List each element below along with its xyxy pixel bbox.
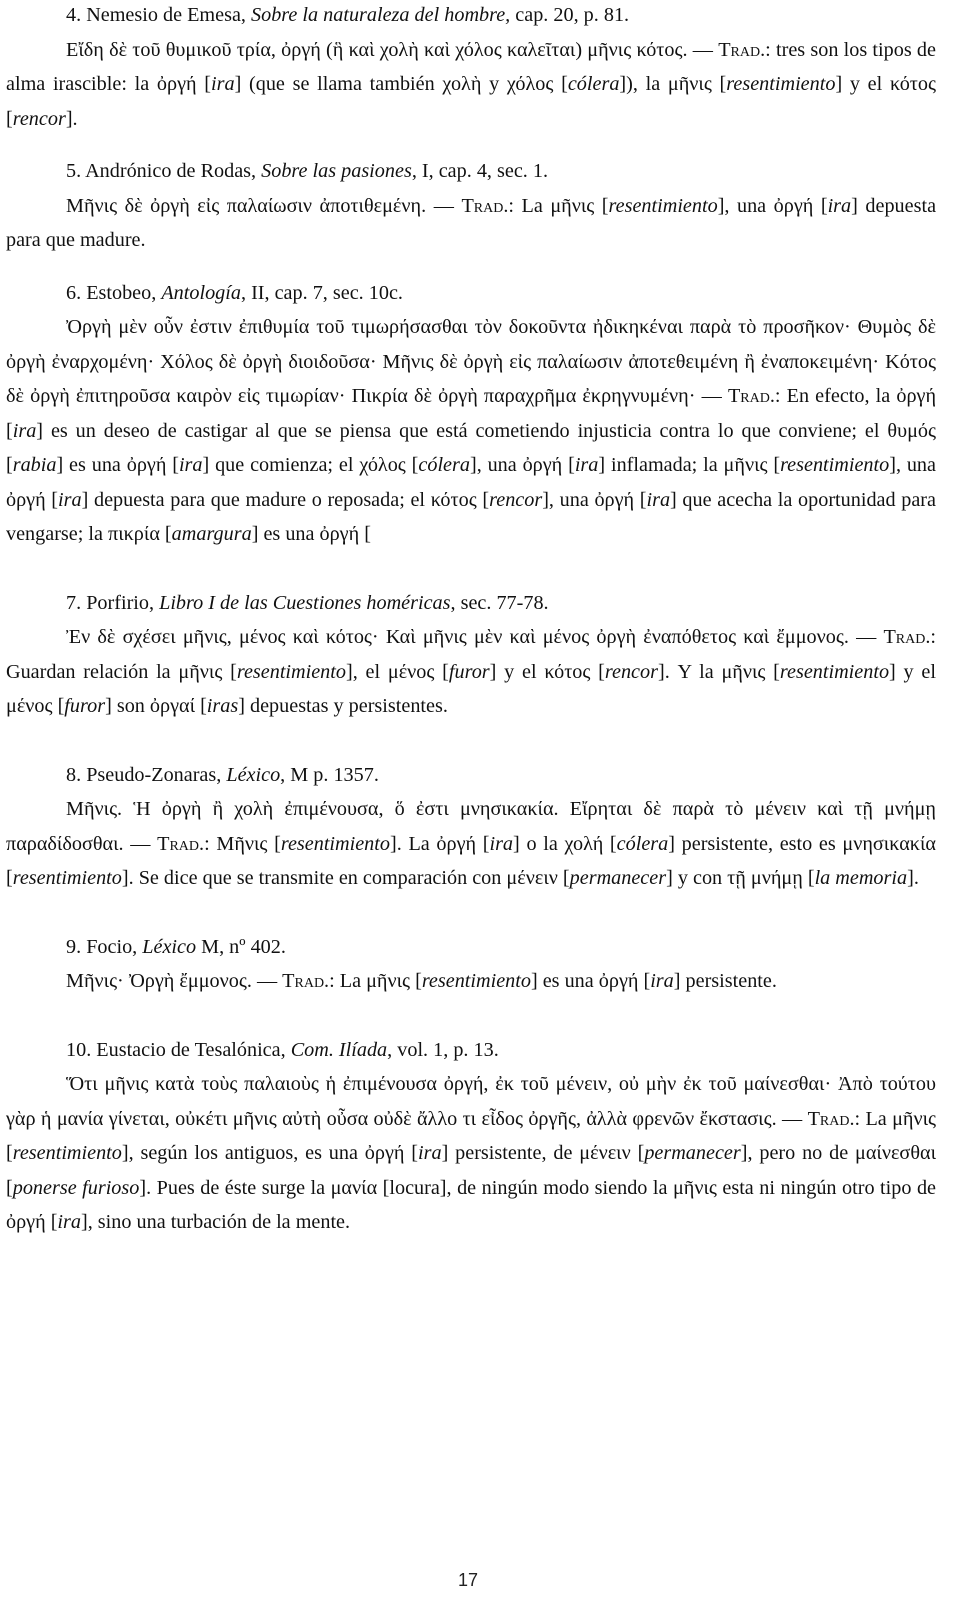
translation-text: ] persistente, de μένειν [ <box>441 1142 645 1164</box>
work-title: Sobre las pasiones <box>261 160 412 182</box>
work-title: Com. Ilíada <box>290 1038 388 1061</box>
translation-text: : La μῆνις [ <box>6 1107 937 1164</box>
citation-heading <box>6 276 936 311</box>
translation-text: ], una ὀργή [ <box>542 488 647 511</box>
translation-gloss: ira <box>827 194 852 217</box>
citation-6 <box>6 276 936 552</box>
citation-body <box>6 310 936 552</box>
trad-label: Trad. <box>727 385 775 407</box>
translation-text: ]. <box>65 107 78 130</box>
translation-gloss: ira <box>574 454 599 476</box>
translation-text: ] persistente. <box>673 970 777 992</box>
translation-gloss: rencor <box>12 107 66 130</box>
translation-gloss: permanecer <box>644 1142 741 1164</box>
translation-gloss: rabia <box>12 454 57 476</box>
citation-body <box>6 620 936 724</box>
work-title: Antología <box>161 281 241 304</box>
citation-body <box>6 1067 936 1240</box>
citation-number: 6. <box>66 281 82 304</box>
dash: — <box>130 832 151 855</box>
translation-text: ], el μένος [ <box>345 660 449 683</box>
work-title: Léxico <box>226 763 281 786</box>
citation-body <box>6 964 936 999</box>
dash: — <box>433 194 454 217</box>
author: Estobeo, <box>86 281 157 304</box>
translation-text: : Guardan relación la μῆνις [ <box>6 626 937 683</box>
work-title: Libro I de las Cuestiones homéricas <box>159 591 451 614</box>
translation-text: ] depuestas y persistentes. <box>238 695 448 717</box>
translation-gloss: furor <box>448 660 490 683</box>
work-title: Sobre la naturaleza del hombre, <box>251 4 511 26</box>
translation-text: ] y el κότος [ <box>6 73 936 130</box>
dash: — <box>701 385 722 407</box>
translation-gloss: la memoria <box>814 867 908 889</box>
greek-text: Εἴδη δὲ τοῦ θυμικοῦ τρία, ὀργή (ἣ καὶ χολὴ καὶ χόλος καλεῖται) μῆνις κότος. <box>66 38 688 61</box>
translation-gloss: permanecer <box>569 867 667 889</box>
citation-heading <box>6 758 936 793</box>
translation-text: ] o la χολή [ <box>513 832 617 855</box>
translation-gloss: resentimiento <box>12 867 122 889</box>
translation-text: ] depuesta para que madure. <box>6 194 937 251</box>
translation-text: ], una ὀργή [ <box>717 194 828 217</box>
trad-label: Trad. <box>883 626 931 648</box>
translation-gloss: ira <box>12 419 37 442</box>
translation-text: ]. Pues de éste surge la μανία [locura], de ningún modo siendo la μῆνις esta ni ningún otro tipo de ὀργή [ <box>6 1176 936 1233</box>
author: Eustacio de Tesalónica, <box>96 1038 286 1061</box>
translation-gloss: ira <box>57 1211 81 1233</box>
translation-gloss: ira <box>646 488 671 511</box>
translation-gloss: resentimiento <box>608 194 718 217</box>
citation-8 <box>6 758 936 896</box>
translation-gloss: amargura <box>171 523 252 545</box>
reference: , I, cap. 4, sec. 1. <box>411 160 549 182</box>
translation-gloss: resentimiento <box>280 832 390 855</box>
translation-gloss: resentimiento <box>236 660 346 683</box>
translation-gloss: iras <box>206 695 239 717</box>
translation-text: ]. <box>907 867 919 889</box>
translation-text: ] y con τῇ μνήμῃ [ <box>666 867 815 889</box>
translation-text: ] (que se llama también χολὴ y χόλος [ <box>234 73 568 95</box>
translation-text: ] que comienza; el χόλος [ <box>202 454 419 476</box>
translation-gloss: ira <box>178 454 203 476</box>
citation-4 <box>6 0 936 136</box>
translation-gloss: resentimiento <box>780 454 890 476</box>
author: Nemesio de Emesa, <box>86 4 246 26</box>
translation-gloss: cólera <box>616 832 669 855</box>
translation-text: ]. La ὀργή [ <box>389 832 490 855</box>
translation-text: : tres son los tipos de alma irascible: la ὀργή [ <box>6 38 936 95</box>
trad-label: Trad. <box>461 194 509 217</box>
translation-text: ]. Y la μῆνις [ <box>657 660 780 683</box>
translation-text: ] y el κότος [ <box>489 660 605 683</box>
author: Andrónico de Rodas, <box>85 160 257 182</box>
trad-label: Trad. <box>718 38 766 61</box>
translation-text: ] son ὀργαί [ <box>105 695 207 717</box>
citation-heading <box>6 154 936 189</box>
reference: cap. 20, p. 81. <box>515 4 630 26</box>
citation-7 <box>6 586 936 724</box>
reference: , M p. 1357. <box>280 763 379 786</box>
translation-gloss: ponerse furioso <box>12 1176 140 1199</box>
translation-gloss: ira <box>489 832 514 855</box>
translation-text: ], una ὀργή [ <box>6 454 936 511</box>
translation-text: ]. Se dice que se transmite en comparación con μένειν [ <box>121 867 570 889</box>
dash: — <box>856 626 877 648</box>
greek-text: Μῆνις δὲ ὀργὴ εἰς παλαίωσιν ἀποτιθεμένη. <box>66 194 427 217</box>
dash: — <box>782 1107 803 1130</box>
citation-heading <box>6 930 936 965</box>
translation-text: ] es un deseo de castigar al que se piensa que está cometiendo injusticia contra lo que conviene; el θυμός [ <box>6 419 936 476</box>
citation-heading <box>6 1033 936 1068</box>
citation-10 <box>6 1033 936 1240</box>
translation-gloss: ira <box>650 970 674 992</box>
citation-number: 9. <box>66 935 82 958</box>
translation-text: ]), la μῆνις [ <box>619 73 727 95</box>
translation-text: : La μῆνις [ <box>508 194 609 217</box>
translation-gloss: resentimiento <box>779 660 890 683</box>
citation-number: 4. <box>66 4 82 26</box>
translation-gloss: resentimiento <box>421 970 531 992</box>
trad-label: Trad. <box>807 1107 855 1130</box>
translation-text: ], una ὀργή [ <box>469 454 575 476</box>
translation-gloss: cólera <box>418 454 470 476</box>
greek-text: Μῆνις· Ὀργὴ ἔμμονος. <box>66 970 252 992</box>
citation-body <box>6 792 936 896</box>
citation-body <box>6 33 936 137</box>
work-title: Léxico <box>142 935 197 958</box>
translation-text: ], pero no de μαίνεσθαι [ <box>6 1142 936 1199</box>
author: Pseudo-Zonaras, <box>86 763 222 786</box>
author: Focio, <box>86 935 138 958</box>
translation-text: : La μῆνις [ <box>329 970 422 992</box>
document-page <box>6 0 936 1240</box>
translation-text: ] inflamada; la μῆνις [ <box>598 454 781 476</box>
greek-text: Ἐν δὲ σχέσει μῆνις, μένος καὶ κότος· Καὶ μῆνις μὲν καὶ μένος ὀργὴ ἐναπόθετος καὶ ἔμμονος. <box>66 626 849 648</box>
translation-gloss: ira <box>211 73 235 95</box>
citation-heading <box>6 586 936 621</box>
citation-number: 10. <box>66 1038 92 1061</box>
translation-text: ] que acecha la oportunidad para vengarse; la πικρία [ <box>6 488 936 545</box>
citation-heading <box>6 0 936 33</box>
translation-gloss: resentimiento <box>726 73 836 95</box>
reference: , vol. 1, p. 13. <box>387 1038 499 1061</box>
translation-gloss: cólera <box>567 73 620 95</box>
translation-text: ] es una ὀργή [ <box>251 523 371 545</box>
citation-body <box>6 189 936 258</box>
translation-gloss: rencor <box>604 660 658 683</box>
dash: — <box>256 970 278 992</box>
citation-number: 8. <box>66 763 82 786</box>
greek-text: Ὀργὴ μὲν οὖν ἐστιν ἐπιθυμία τοῦ τιμωρήσασθαι τὸν δοκοῦντα ἠδικηκέναι παρὰ τὸ προσῆκον· Θυμὸς δὲ ὀργὴ ἐναρχομένη· Χόλος δὲ ὀργὴ διοιδοῦσα· Μῆνις δὲ ὀργὴ εἰς παλαίωσιν ἀποτεθειμένη ἢ ἐναποκειμένη· Κότος δὲ ὀργὴ ἐπιτηροῦσα καιρὸν εἰς τιμωρίαν· Πικρία δὲ ὀργὴ παραχρῆμα ἐκρηγνυμένη· <box>6 316 936 407</box>
trad-label: Trad. <box>157 832 205 855</box>
translation-gloss: ira <box>418 1142 442 1164</box>
translation-gloss: furor <box>64 695 106 717</box>
citation-5 <box>6 154 936 258</box>
citation-number: 7. <box>66 591 82 614</box>
author: Porfirio, <box>86 591 155 614</box>
translation-text: ], según los antiguos, es una ὀργή [ <box>121 1142 419 1164</box>
citation-9 <box>6 930 936 999</box>
translation-text: ] depuesta para que madure o reposada; el κότος [ <box>81 488 490 511</box>
translation-text: ] y el μένος [ <box>6 660 936 717</box>
reference: , II, cap. 7, sec. 10c. <box>240 281 403 304</box>
translation-gloss: rencor <box>489 488 543 511</box>
translation-text: : En efecto, la ὀργή [ <box>6 385 936 442</box>
translation-text: ] persistente, esto es μνησικακία [ <box>6 832 936 889</box>
reference: M, nº 402. <box>196 935 286 958</box>
dash: — <box>692 38 713 61</box>
page-number: 17 <box>457 1570 479 1590</box>
translation-gloss: resentimiento <box>12 1142 122 1164</box>
greek-text: Ὅτι μῆνις κατὰ τοὺς παλαιοὺς ἡ ἐπιμένουσα ὀργή, ἐκ τοῦ μένειν, οὐ μὴν ἐκ τοῦ μαίνεσθαι· Ἀπὸ τούτου γὰρ ἡ μανία γίνεται, οὐκέτι μῆνις αὐτὴ οὖσα οὐδὲ ἄλλο τι εἶδος ὀργῆς, ἀλλὰ φρενῶν ἔκστασις. <box>6 1073 936 1130</box>
translation-text: : Μῆνις [ <box>204 832 281 855</box>
translation-text: ] es una ὀργή [ <box>530 970 651 992</box>
translation-gloss: ira <box>58 488 82 511</box>
translation-text: ] es una ὀργή [ <box>56 454 179 476</box>
citation-number: 5. <box>66 160 82 182</box>
greek-text: Μῆνις. Ἡ ὀργὴ ἢ χολὴ ἐπιμένουσα, ὅ ἐστι μνησικακία. Εἴρηται δὲ παρὰ τὸ μένειν καὶ τῇ μνήμῃ παραδίδοσθαι. <box>6 798 936 855</box>
translation-text: ], sino una turbación de la mente. <box>80 1211 351 1233</box>
reference: , sec. 77-78. <box>450 591 549 614</box>
trad-label: Trad. <box>282 970 330 992</box>
